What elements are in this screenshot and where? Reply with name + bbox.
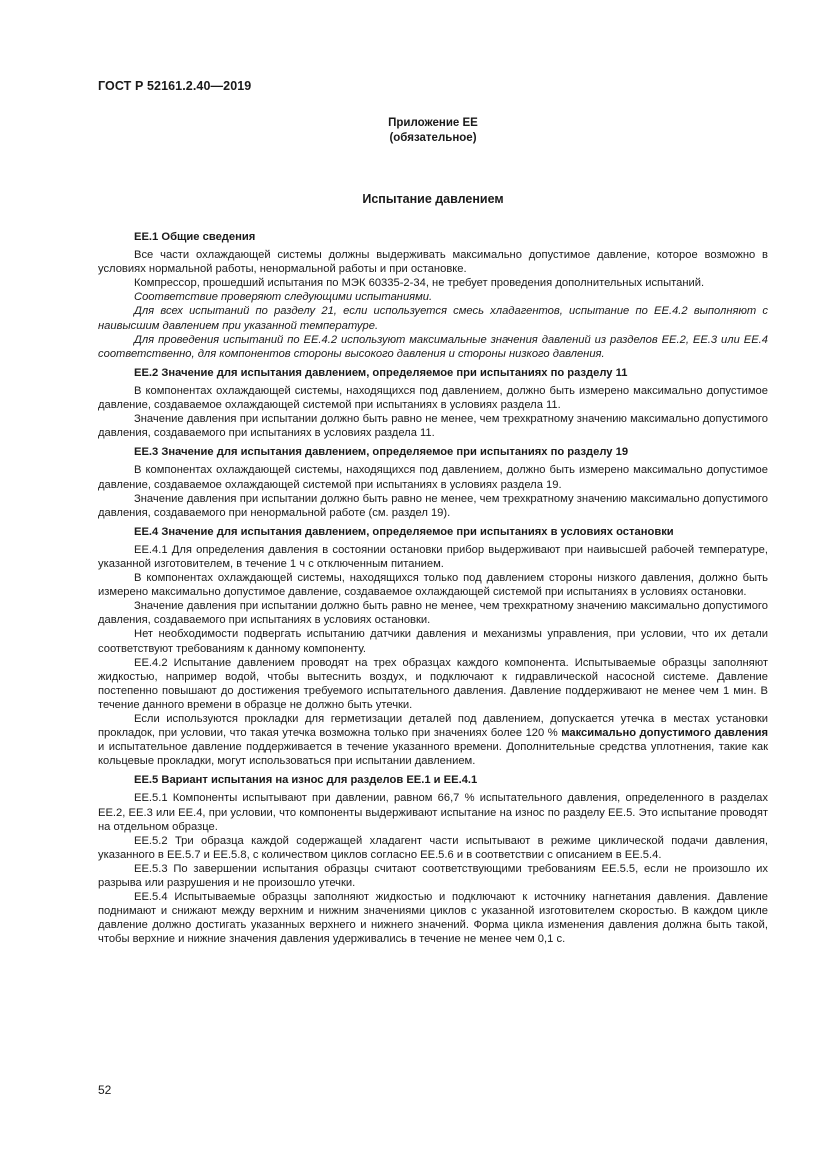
annex-title: Приложение ЕЕ xyxy=(388,117,478,129)
section-heading-ee4: ЕЕ.4 Значение для испытания давлением, определяемое при испытаниях в условиях остановки xyxy=(134,525,674,538)
paragraph: ЕЕ.5.1 Компоненты испытывают при давлении, равном 66,7 % испытательного давления, определенного в разделах ЕЕ.2, ЕЕ.3 или ЕЕ.4, при условии, что компоненты выдерживают испытание на износ по разделу ЕЕ.5. Это испытание проводят на отдельном образце. xyxy=(98,792,768,833)
text-run: и испытательное давление поддерживается в течение указанного времени. Дополнительные средства уплотнения, такие как кольцевые прокладки, могут использоваться при испытании давлением. xyxy=(98,741,768,768)
paragraph: Компрессор, прошедший испытания по МЭК 60335-2-34, не требует проведения дополнительных испытаний. xyxy=(134,277,705,290)
standard-header: ГОСТ Р 52161.2.40—2019 xyxy=(98,79,252,93)
document-title: Испытание давлением xyxy=(362,192,504,206)
paragraph xyxy=(98,712,768,768)
section-heading-ee5: ЕЕ.5 Вариант испытания на износ для разделов ЕЕ.1 и ЕЕ.4.1 xyxy=(134,774,478,787)
paragraph: ЕЕ.5.2 Три образца каждой содержащей хладагент части испытывают в режиме циклической подачи давления, указанного в ЕЕ.5.7 и ЕЕ.5.8, с количеством циклов согласно ЕЕ.5.6 и в соответствии с описанием в ЕЕ.5.4. xyxy=(98,834,768,861)
bold-term: максимально допустимого давления xyxy=(561,727,768,740)
section-heading-ee1: ЕЕ.1 Общие сведения xyxy=(134,231,256,243)
paragraph: ЕЕ.4.2 Испытание давлением проводят на трех образцах каждого компонента. Испытываемые образцы заполняют жидкостью, например водой, чтобы вытеснить воздух, и подключают к гидравлической насосной системе. Давление постепенно повышают до достижения требуемого испытательного давления. Давление поддерживают не менее чем 1 мин. В течение данного времени в образце не должно быть утечки. xyxy=(98,656,768,711)
paragraph: ЕЕ.5.3 По завершении испытания образцы считают соответствующими требованиям ЕЕ.5.5, если не произошло их разрыва или разрушения и не произошло утечки. xyxy=(98,862,768,890)
section-heading-ee3: ЕЕ.3 Значение для испытания давлением, определяемое при испытаниях по разделу 19 xyxy=(134,446,629,459)
paragraph: ЕЕ.5.4 Испытываемые образцы заполняют жидкостью и подключают к источнику нагнетания давления. Давление поднимают и снижают между верхним и нижним значениями циклов с указанной изготовителем скоростью. В каждом цикле давление должно достигать указанных верхнего и нижнего значений. Форма цикла изменения давления должна быть такой, чтобы верхние и нижние значения давления удерживались в течение не менее чем 0,1 с. xyxy=(98,891,768,946)
section-heading-ee2: ЕЕ.2 Значение для испытания давлением, определяемое при испытаниях по разделу 11 xyxy=(134,366,628,379)
paragraph: ЕЕ.4.1 Для определения давления в состоянии остановки прибор выдерживают при наивысшей рабочей температуре, указанной изготовителем, в течение 1 ч с отключенным питанием. xyxy=(98,543,768,570)
paragraph: В компонентах охлаждающей системы, находящихся только под давлением стороны низкого давления, должно быть измерено максимально допустимое давление, создаваемое охлаждающей системой при испытаниях в условиях остановки. xyxy=(98,572,768,599)
paragraph: В компонентах охлаждающей системы, находящихся под давлением, должно быть измерено максимально допустимое давление, создаваемое охлаждающей системой при испытаниях в условиях раздела 19. xyxy=(98,464,768,491)
paragraph-italic: Соответствие проверяют следующими испытаниями. xyxy=(134,291,433,304)
annex-status: (обязательное) xyxy=(389,132,477,144)
annex-block xyxy=(98,116,768,146)
paragraph-italic: Для всех испытаний по разделу 21, если используется смесь хладагентов, испытание по ЕЕ.4.2 выполняют с наивысшим давлением при указанной температуре. xyxy=(98,305,768,332)
paragraph: Значение давления при испытании должно быть равно не менее, чем трехкратному значению максимально допустимого давления, создаваемого при испытаниях в условиях раздела 11. xyxy=(98,413,768,440)
paragraph: Все части охлаждающей системы должны выдерживать максимально допустимое давление, которое возможно в условиях нормальной работы, ненормальной работы и при остановке. xyxy=(98,249,768,276)
paragraph: Значение давления при испытании должно быть равно не менее, чем трехкратному значению максимально допустимого давления, создаваемого при ненормальной работе (см. раздел 19). xyxy=(98,492,768,519)
paragraph: Значение давления при испытании должно быть равно не менее, чем трехкратному значению максимально допустимого давления, создаваемого при испытаниях в условиях остановки. xyxy=(98,600,768,627)
paragraph: Нет необходимости подвергать испытанию датчики давления и механизмы управления, при условии, что их детали соответствуют требованиям к данному компоненту. xyxy=(98,628,768,655)
paragraph-italic: Для проведения испытаний по ЕЕ.4.2 используют максимальные значения давлений из разделов ЕЕ.2, ЕЕ.3 или ЕЕ.4 соответственно, для компонентов стороны высокого давления и стороны низкого давления. xyxy=(98,333,768,360)
page-number: 52 xyxy=(98,1083,112,1097)
document-body xyxy=(98,230,768,947)
text-run: Если используются прокладки для герметизации деталей под давлением, допускается утечка в местах установки прокладок, при условии, что такая утечка возможна только при значениях более 120 % xyxy=(98,713,768,740)
paragraph: В компонентах охлаждающей системы, находящихся под давлением, должно быть измерено максимально допустимое давление, создаваемое охлаждающей системой при испытаниях в условиях раздела 11. xyxy=(98,384,768,412)
